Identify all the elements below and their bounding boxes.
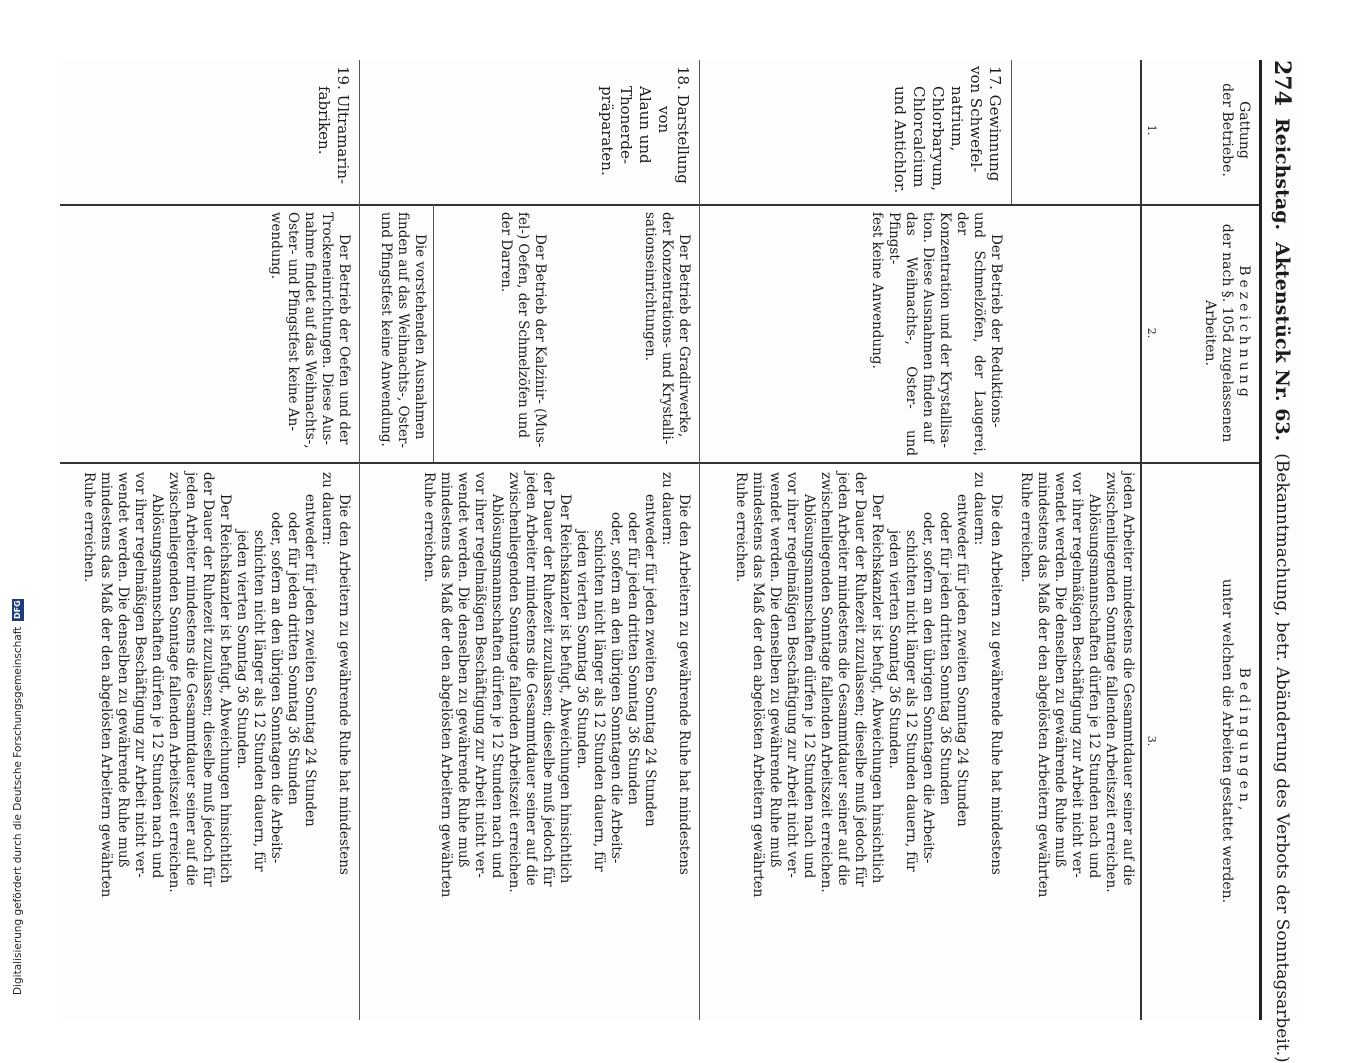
name-line: von (655, 106, 673, 134)
name-line: präparaten. (598, 86, 616, 176)
row-separator (359, 60, 360, 1020)
carryover-line: zwischenliegenden Sonntage fallenden Arbeitszeit erreichen. (1103, 472, 1119, 893)
column-3-number: 3. (1145, 735, 1158, 747)
conditions-line: entweder für jeden zweiten Sonntag 24 Stunden (954, 494, 970, 827)
conditions-line: Ruhe erreichen. (733, 472, 749, 583)
conditions-line: oder, sofern an den übrigen Sonntagen die Arbeits- (268, 512, 284, 864)
conditions-line: jeden vierten Sonntag 36 Stunden. (886, 530, 902, 769)
conditions-line: wendet werden. Die denselben zu gewährende Ruhe muß (455, 472, 471, 868)
page-number: 274 (1269, 60, 1295, 106)
rotated-document-page (60, 60, 1300, 1063)
conditions-line: vor ihrer regelmäßigen Beschäftigung zur Arbeit nicht ver- (472, 472, 488, 878)
conditions-line: wendet werden. Die denselben zu gewährende Ruhe muß (115, 472, 131, 868)
column-1-heading (1218, 60, 1252, 200)
conditions-line: Ruhe erreichen. (81, 472, 97, 583)
works-line: Oster- und Pfingstfest keine An- (285, 212, 301, 431)
works-separator (433, 204, 434, 462)
row-17-works (868, 212, 1004, 456)
conditions-line: jeden Arbeiter mindestens die Gesammtdauer seiner auf die (835, 472, 851, 886)
works-line: Der Betrieb der Oefen und der (336, 234, 352, 445)
works-line: Der Betrieb der Reduktions- (988, 234, 1004, 428)
works-line: Der Betrieb der Gradirwerke, (676, 234, 692, 438)
conditions-line: Der Reichskanzler ist befugt, Abweichungen hinsichtlich (557, 494, 573, 884)
column-divider-1 (60, 204, 1259, 206)
row-19-conditions (80, 472, 352, 1012)
name-line: Chlorcalcium (910, 86, 928, 188)
conditions-line: Die den Arbeitern zu gewährende Ruhe hat mindestens (988, 494, 1004, 875)
carryover-line: wendet werden. Die denselben zu gewährende Ruhe muß (1052, 472, 1068, 868)
row-separator (699, 60, 700, 1020)
works-line: der Darren. (498, 212, 514, 293)
conditions-line: Der Reichskanzler ist befugt, Abweichungen hinsichtlich (217, 494, 233, 884)
row-18-name (597, 66, 692, 200)
name-line: fabriken. (315, 86, 333, 155)
column-1-title: Gattung (1236, 101, 1252, 159)
conditions-line: Die den Arbeitern zu gewährende Ruhe hat mindestens (336, 494, 352, 875)
row-19-name (314, 66, 352, 200)
conditions-line: zwischenliegenden Sonntage fallenden Arbeitszeit erreichen. (506, 472, 522, 893)
name-line: natrium, (948, 86, 966, 152)
column-1-subtitle: der Betriebe. (1219, 83, 1236, 177)
works-line: und Schmelzöfen, der Laugerei, der (954, 212, 987, 456)
works-line: fel-) Oefen, der Schmelzöfen und (515, 212, 531, 438)
column-3-heading (1218, 466, 1252, 1016)
digitization-text: Digitalisierung gefördert durch die Deutsche Forschungsgemeinschaft (12, 626, 24, 995)
works-line: wendung. (268, 212, 284, 280)
name-line: Chlorbaryum, (929, 86, 947, 191)
name-line: Alaun und (636, 86, 654, 164)
carryover-line: jeden Arbeiter mindestens die Gesammtdauer seiner auf die (1120, 472, 1136, 886)
conditions-line: der Dauer der Ruhezeit zuzulassen; dieselbe muß jedoch für (200, 472, 216, 887)
works-line: Die vorstehenden Ausnahmen (412, 234, 428, 440)
conditions-line: zu dauern: (659, 472, 675, 546)
carryover-line: Ruhe erreichen. (1018, 472, 1034, 583)
document-title: Aktenstück Nr. 63. (1271, 242, 1293, 442)
conditions-line: oder, sofern an den übrigen Sonntagen die Arbeits- (920, 512, 936, 864)
conditions-line: der Dauer der Ruhezeit zuzulassen; dieselbe muß jedoch für (852, 472, 868, 887)
conditions-line: jeden vierten Sonntag 36 Stunden. (234, 530, 250, 769)
name-line: 18. Darstellung (674, 66, 692, 184)
conditions-line: zu dauern: (319, 472, 335, 546)
conditions-line: oder, sofern an den übrigen Sonntagen die Arbeits- (608, 512, 624, 864)
row-19-works (267, 212, 352, 456)
conditions-line: Ruhe erreichen. (421, 472, 437, 583)
works-line: nahme findet auf das Weihnachts-, (302, 212, 318, 449)
conditions-line: entweder für jeden zweiten Sonntag 24 Stunden (302, 494, 318, 827)
publication-name: Reichstag. (1271, 117, 1293, 231)
conditions-line: mindestens das Maß der den abgelösten Arbeitern gewährten (750, 472, 766, 898)
column-3-subtitle: unter welchen die Arbeiten gestattet werden. (1219, 578, 1236, 904)
name-line: 19. Ultramarin- (334, 66, 352, 185)
conditions-line: Ablösungsmannschaften dürfen je 12 Stunden nach und (149, 494, 165, 879)
row-18-works-note (377, 212, 428, 456)
document-subject: (Bekanntmachung, betr. Abänderung des Verbots der Sonntagsarbeit.) (1272, 453, 1292, 1063)
column-2-heading (1202, 208, 1252, 458)
row-17-name (890, 66, 1004, 200)
name-line: 17. Gewinnung (986, 66, 1004, 182)
conditions-line: Ablösungsmannschaften dürfen je 12 Stunden nach und (489, 494, 505, 879)
carryover-line: vor ihrer regelmäßigen Beschäftigung zur Arbeit nicht ver- (1069, 472, 1085, 878)
conditions-line: mindestens das Maß der den abgelösten Arbeitern gewährten (98, 472, 114, 898)
conditions-line: mindestens das Maß der den abgelösten Arbeitern gewährten (438, 472, 454, 898)
name-line: von Schwefel- (967, 66, 985, 173)
works-line: und Pfingstfest keine Anwendung. (378, 212, 394, 447)
conditions-line: zwischenliegenden Sonntage fallenden Arbeitszeit erreichen. (166, 472, 182, 893)
conditions-line: jeden vierten Sonntag 36 Stunden. (574, 530, 590, 769)
digitization-note (12, 599, 24, 995)
header-rule (1259, 60, 1262, 1020)
conditions-line: der Dauer der Ruhezeit zuzulassen; dieselbe muß jedoch für (540, 472, 556, 887)
conditions-line: oder für jeden dritten Sonntag 36 Stunden (625, 512, 641, 805)
column-2-title: Bezeichnung (1236, 265, 1252, 401)
column-1-number: 1. (1145, 124, 1158, 136)
conditions-line: zwischenliegenden Sonntage fallenden Arbeitszeit erreichen. (818, 472, 834, 893)
works-line: das Weihnachts-, Oster- und Pfingst- (886, 212, 919, 456)
works-line: sationseinrichtungen. (642, 212, 658, 361)
column-2-number: 2. (1145, 327, 1158, 339)
page-header (1264, 60, 1300, 1063)
row-18-works-second (497, 212, 548, 456)
carryover-line: Ablösungsmannschaften dürfen je 12 Stunden nach und (1086, 494, 1102, 879)
works-line: der Konzentrations- und Krystalli- (659, 212, 675, 445)
conditions-line: oder für jeden dritten Sonntag 36 Stunden (285, 512, 301, 805)
conditions-line: entweder für jeden zweiten Sonntag 24 Stunden (642, 494, 658, 827)
conditions-line: schichten nicht länger als 12 Stunden dauern, für (251, 530, 267, 872)
conditions-line: jeden Arbeiter mindestens die Gesammtdauer seiner auf die (523, 472, 539, 886)
conditions-line: zu dauern: (971, 472, 987, 546)
works-line: Konzentration und der Krystallisa- (937, 212, 953, 448)
conditions-line: Ablösungsmannschaften dürfen je 12 Stunden nach und (801, 494, 817, 879)
row-17-conditions (732, 472, 1004, 1012)
conditions-line: Die den Arbeitern zu gewährende Ruhe hat mindestens (676, 494, 692, 875)
carryover-paragraph (1017, 472, 1136, 1012)
column-divider-2 (60, 462, 1259, 464)
conditions-line: jeden Arbeiter mindestens die Gesammtdauer seiner auf die (183, 472, 199, 886)
carryover-line: mindestens das Maß der den abgelösten Arbeitern gewährten (1035, 472, 1051, 898)
conditions-line: oder für jeden dritten Sonntag 36 Stunden (937, 512, 953, 805)
conditions-line: wendet werden. Die denselben zu gewährende Ruhe muß (767, 472, 783, 868)
conditions-line: vor ihrer regelmäßigen Beschäftigung zur Arbeit nicht ver- (784, 472, 800, 878)
works-line: tion. Diese Ausnahmen finden auf (920, 212, 936, 444)
name-line: und Antichlor. (891, 86, 909, 194)
dfg-logo: DFG (13, 600, 22, 619)
row-18-conditions (420, 472, 692, 1012)
works-line: Der Betrieb der Kalzinir- (Mus- (532, 234, 548, 448)
conditions-line: vor ihrer regelmäßigen Beschäftigung zur Arbeit nicht ver- (132, 472, 148, 878)
works-line: finden auf das Weihnachts-, Oster- (395, 212, 411, 448)
conditions-line: Der Reichskanzler ist befugt, Abweichungen hinsichtlich (869, 494, 885, 884)
row-18-works (641, 212, 692, 456)
name-line: Thonerde- (617, 86, 635, 164)
works-line: Trockeneinrichtungen. Diese Aus- (319, 212, 335, 446)
column-3-title: Bedingungen, (1236, 667, 1252, 815)
conditions-line: schichten nicht länger als 12 Stunden dauern, für (903, 530, 919, 872)
works-line: fest keine Anwendung. (869, 212, 885, 369)
column-2-subtitle: der nach §. 105d zugelassenen Arbeiten. (1202, 223, 1236, 443)
conditions-line: schichten nicht länger als 12 Stunden dauern, für (591, 530, 607, 872)
row-separator (1011, 60, 1012, 204)
